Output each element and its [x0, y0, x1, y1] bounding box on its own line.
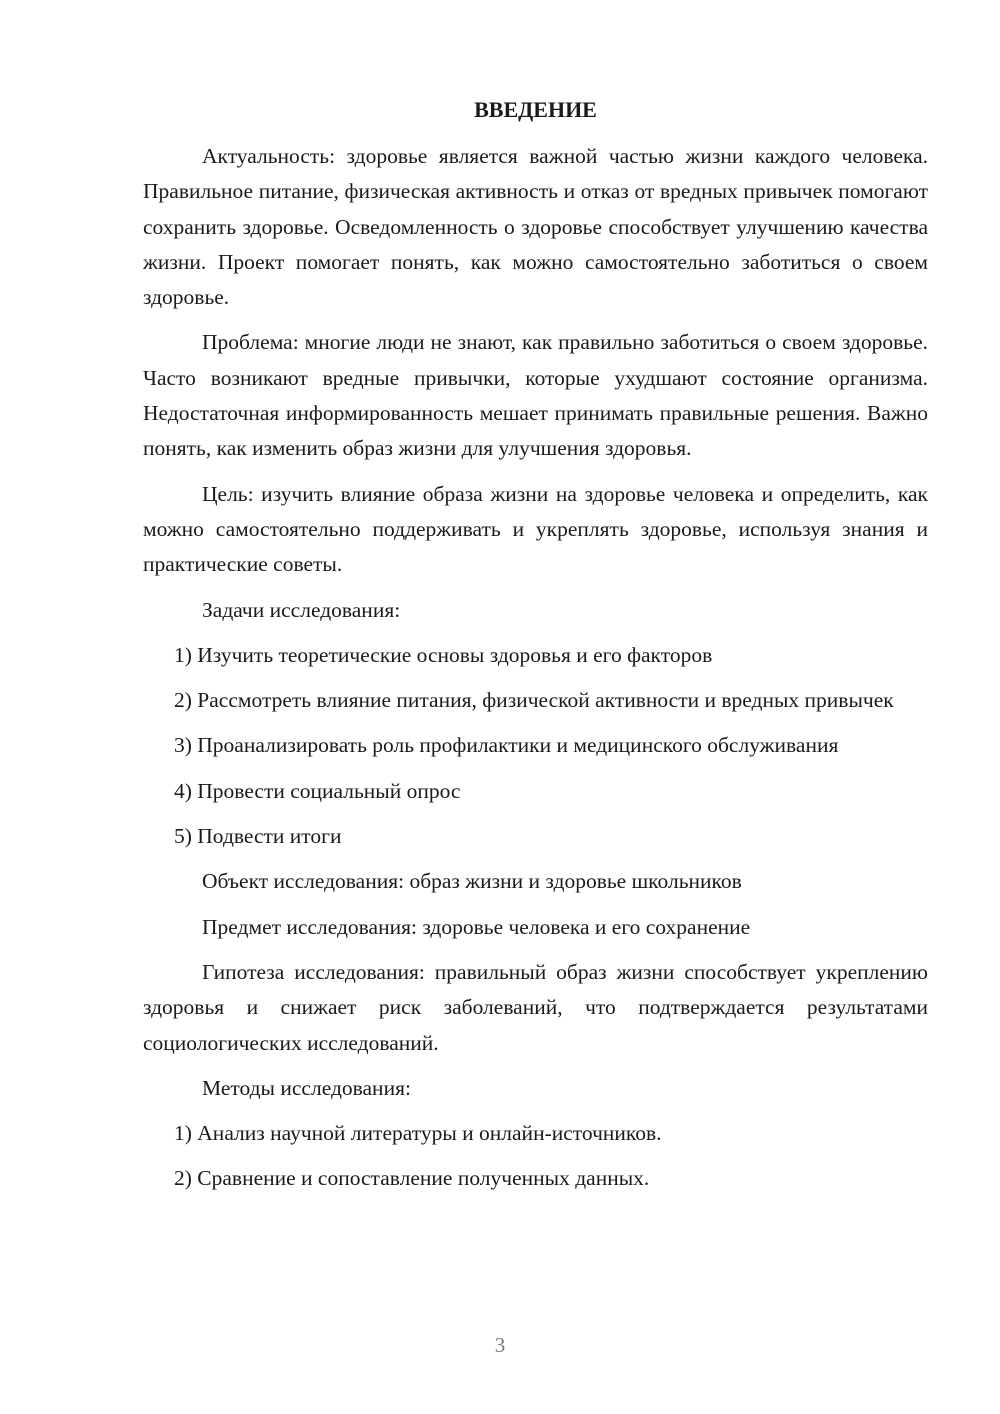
method-item-1: 1) Анализ научной литературы и онлайн-источников.: [174, 1121, 662, 1146]
task-item-4: 4) Провести социальный опрос: [174, 778, 461, 803]
methods-heading: Методы исследования:: [202, 1075, 411, 1100]
relevance-paragraph: Актуальность: здоровье является важной частью жизни каждого человека. Правильное питание, физическая активность и отказ от вредных привычек помогают сохранить здоровье. Осведомленность о здоровье способствует улучшению качества жизни. Проект помогает понять, как можно самостоятельно заботиться о своем здоровье.: [143, 144, 928, 310]
tasks-heading: Задачи исследования:: [202, 597, 401, 622]
page-number: 3: [494, 1333, 506, 1357]
method-item-2: 2) Сравнение и сопоставление полученных данных.: [174, 1166, 650, 1191]
hypothesis-paragraph: Гипотеза исследования: правильный образ жизни способствует укреплению здоровья и снижает риск заболеваний, что подтверждается результатами социологических исследований.: [143, 959, 928, 1055]
page-title: ВВЕДЕНИЕ: [474, 97, 597, 122]
subject-paragraph: Предмет исследования: здоровье человека и его сохранение: [202, 914, 751, 939]
task-item-3: 3) Проанализировать роль профилактики и медицинского обслуживания: [174, 733, 839, 758]
problem-paragraph: Проблема: многие люди не знают, как правильно заботиться о своем здоровье. Часто возникают вредные привычки, которые ухудшают состояние организма. Недостаточная информированность мешает принимать правильные решения. Важно понять, как изменить образ жизни для улучшения здоровья.: [143, 330, 928, 461]
task-item-2: 2) Рассмотреть влияние питания, физической активности и вредных привычек: [174, 688, 894, 713]
goal-paragraph: Цель: изучить влияние образа жизни на здоровье человека и определить, как можно самостоятельно поддерживать и укреплять здоровье, используя знания и практические советы.: [143, 481, 928, 577]
object-paragraph: Объект исследования: образ жизни и здоровье школьников: [202, 869, 742, 894]
task-item-5: 5) Подвести итоги: [174, 824, 342, 849]
task-item-1: 1) Изучить теоретические основы здоровья и его факторов: [174, 642, 713, 667]
page-content: [143, 92, 928, 1207]
